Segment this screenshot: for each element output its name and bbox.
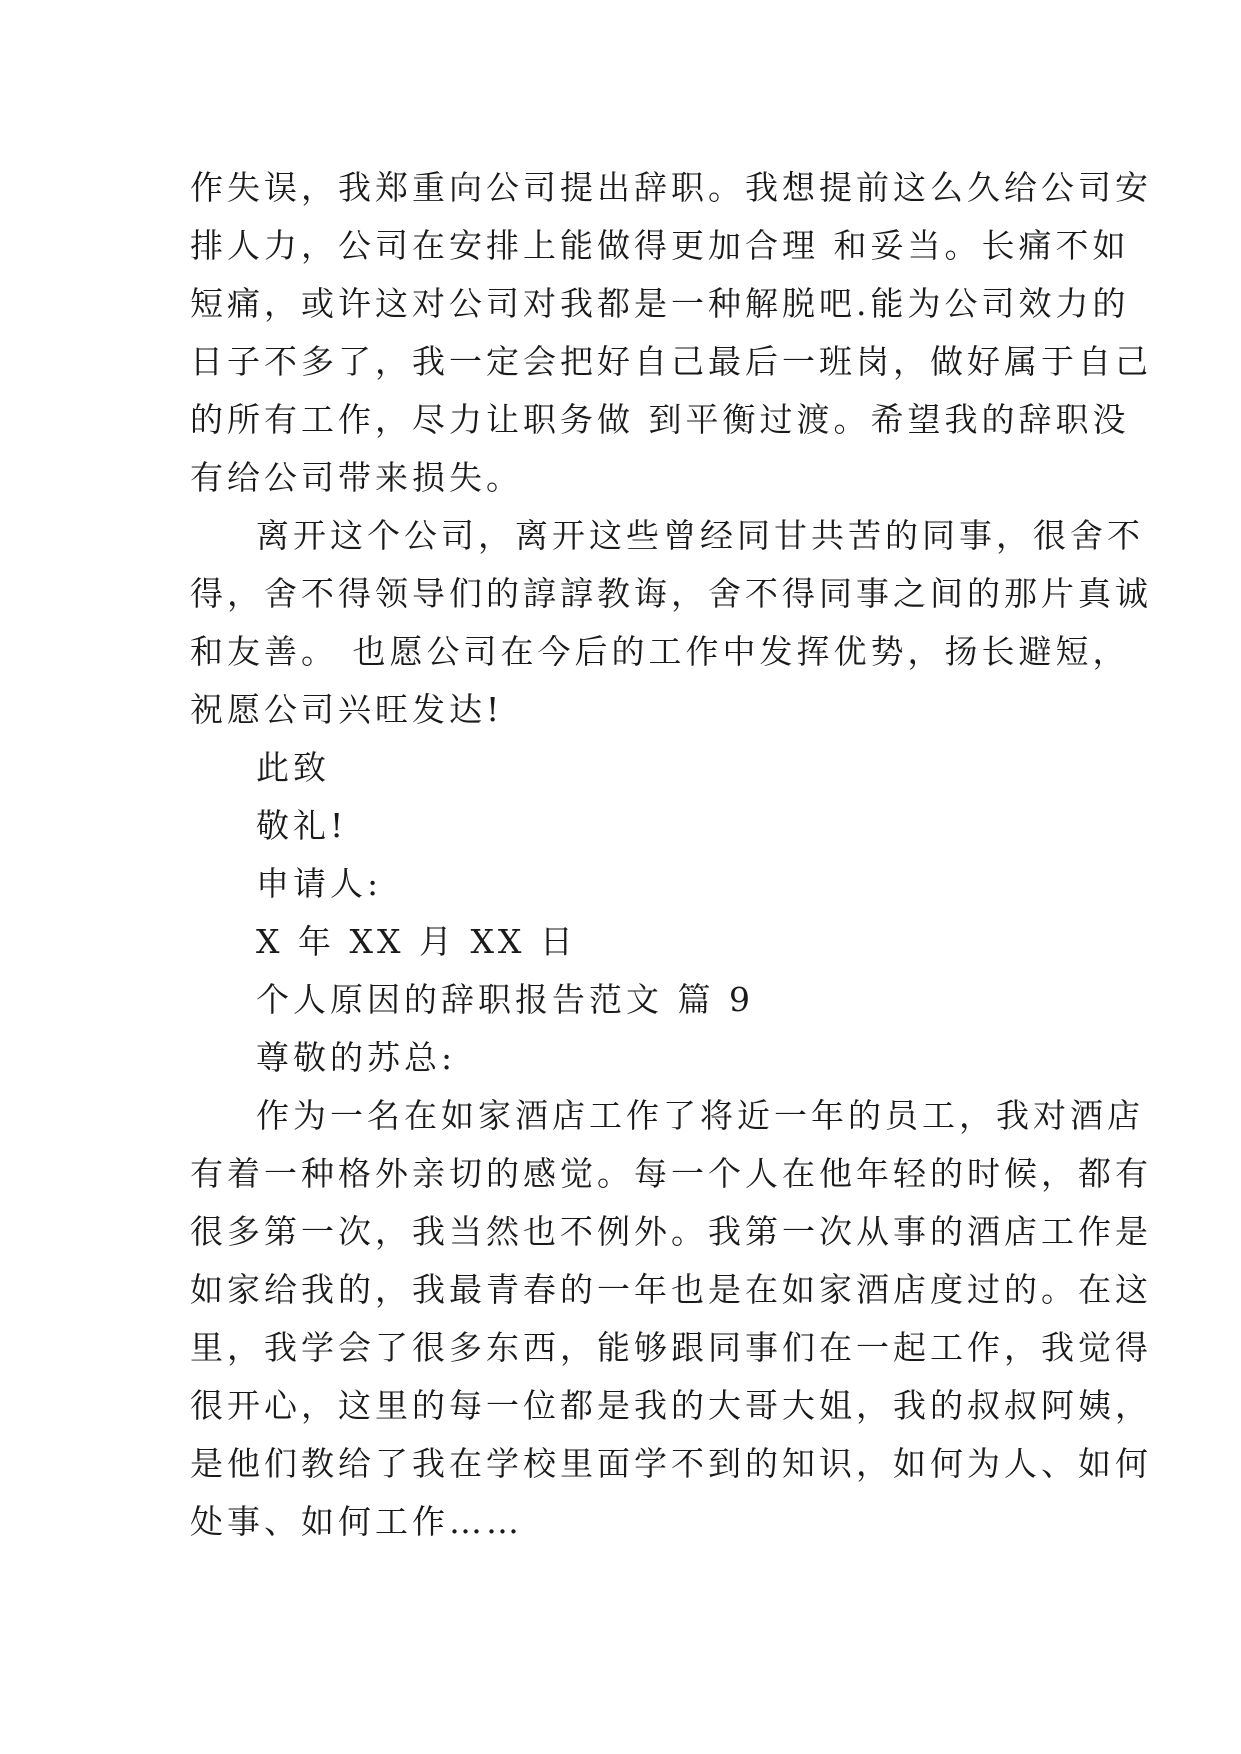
text-line: 离开这个公司，离开这些曾经同甘共苦的同事，很舍不 <box>256 516 1144 555</box>
paragraph-hotel-experience <box>190 1087 1152 1551</box>
document-body <box>190 159 1152 1551</box>
text-line: 作失误，我郑重向公司提出辞职。我想提前这么久给公司安 <box>190 168 1152 207</box>
text-line: 处事、如何工作…… <box>190 1502 523 1541</box>
text-line: 申请人: <box>256 864 383 903</box>
text-line: 排人力，公司在安排上能做得更加合理 和妥当。长痛不如 <box>190 226 1130 265</box>
text-line: 尊敬的苏总: <box>256 1038 457 1077</box>
date-line <box>190 913 1060 971</box>
text-line: 个人原因的辞职报告范文 篇 9 <box>256 980 754 1019</box>
text-line: 作为一名在如家酒店工作了将近一年的员工，我对酒店 <box>256 1096 1144 1135</box>
paragraph-farewell <box>190 507 1152 739</box>
text-line: 和友善。 也愿公司在今后的工作中发挥优势，扬长避短， <box>190 632 1130 671</box>
closing-salutation <box>190 739 1060 797</box>
text-line: 有给公司带来损失。 <box>190 458 523 497</box>
paragraph-resignation-reason <box>190 159 1152 507</box>
text-line: 敬礼! <box>256 806 348 845</box>
closing-regards <box>190 797 1060 855</box>
text-line: 如家给我的，我最青春的一年也是在如家酒店度过的。在这 <box>190 1270 1152 1309</box>
text-line: 短痛，或许这对公司对我都是一种解脱吧.能为公司效力的 <box>190 284 1130 323</box>
text-line: 此致 <box>256 748 330 787</box>
text-line: 有着一种格外亲切的感觉。每一个人在他年轻的时候，都有 <box>190 1154 1152 1193</box>
text-line: 日子不多了，我一定会把好自己最后一班岗，做好属于自己 <box>190 342 1152 381</box>
text-line: 是他们教给了我在学校里面学不到的知识，如何为人、如何 <box>190 1444 1152 1483</box>
applicant-label <box>190 855 1060 913</box>
section-heading <box>190 971 1060 1029</box>
text-line: 很多第一次，我当然也不例外。我第一次从事的酒店工作是 <box>190 1212 1152 1251</box>
text-line: X 年 XX 月 XX 日 <box>256 922 577 961</box>
text-line: 里，我学会了很多东西，能够跟同事们在一起工作，我觉得 <box>190 1328 1152 1367</box>
text-line: 很开心，这里的每一位都是我的大哥大姐，我的叔叔阿姨， <box>190 1386 1152 1425</box>
text-line: 的所有工作，尽力让职务做 到平衡过渡。希望我的辞职没 <box>190 400 1130 439</box>
text-line: 得，舍不得领导们的諄諄教诲，舍不得同事之间的那片真诚 <box>190 574 1152 613</box>
greeting <box>190 1029 1060 1087</box>
text-line: 祝愿公司兴旺发达! <box>190 690 504 729</box>
